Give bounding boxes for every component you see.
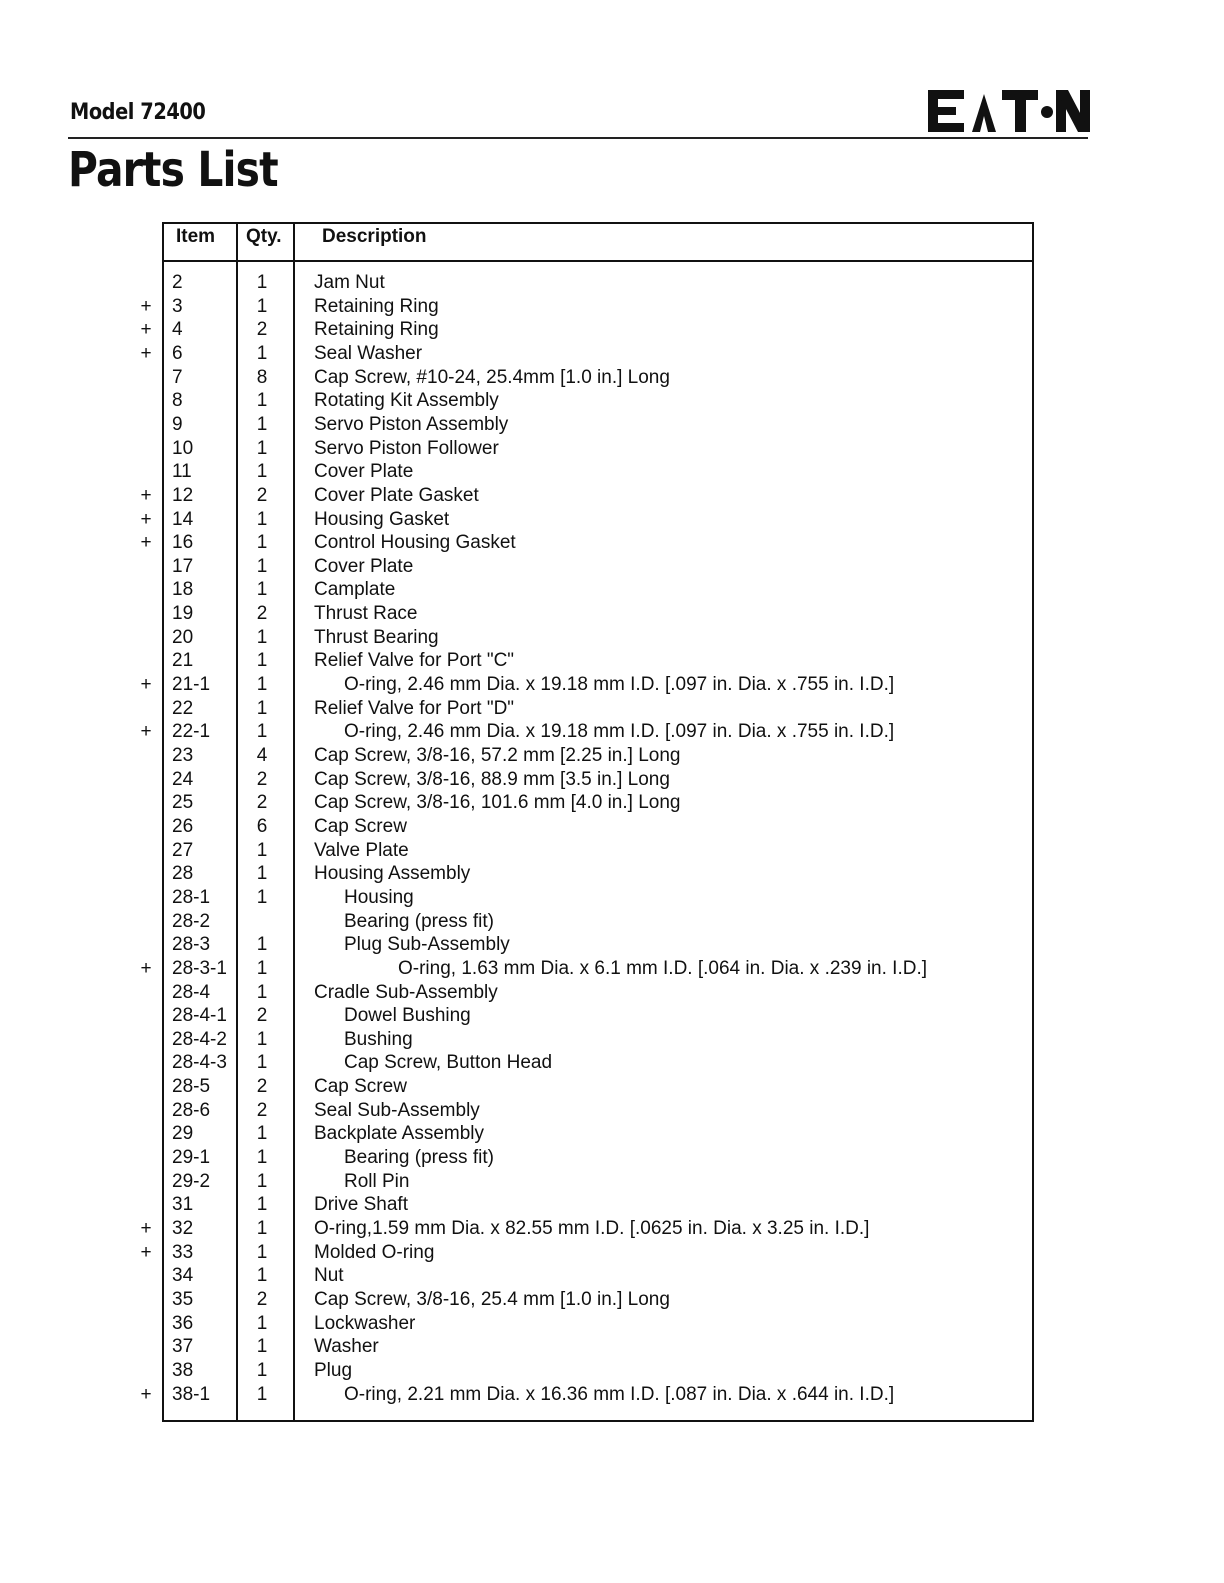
- table-row: [0, 910, 1224, 934]
- quantity: 1: [256, 1265, 268, 1287]
- description: O-ring,1.59 mm Dia. x 82.55 mm I.D. [.0625 in. Dia. x 3.25 in. I.D.]: [314, 1218, 870, 1239]
- quantity: 1: [256, 839, 268, 861]
- quantity: 1: [256, 461, 268, 483]
- item-number: 26: [172, 815, 194, 837]
- table-row: [0, 531, 1224, 555]
- item-number: 28-4: [172, 981, 211, 1003]
- table-row: [0, 1099, 1224, 1123]
- table-row: [0, 957, 1224, 981]
- table-row: [0, 626, 1224, 650]
- item-number: 6: [172, 342, 183, 364]
- table-row: [0, 602, 1224, 626]
- table-row: [0, 578, 1224, 602]
- item-number: 19: [172, 603, 194, 625]
- quantity: 2: [256, 1076, 268, 1098]
- quantity: 1: [256, 697, 268, 719]
- column-header-description: Description: [322, 226, 427, 247]
- item-number: 29-2: [172, 1170, 211, 1192]
- quantity: 2: [256, 1288, 268, 1310]
- table-row: [0, 295, 1224, 319]
- table-row: [0, 1075, 1224, 1099]
- item-number: 17: [172, 555, 194, 577]
- quantity: 2: [256, 768, 268, 790]
- quantity: 8: [256, 366, 268, 388]
- description: Plug: [314, 1359, 353, 1381]
- quantity: 1: [256, 413, 268, 435]
- replacement-mark: +: [140, 295, 152, 317]
- table-row: [0, 1122, 1224, 1146]
- description: Seal Sub-Assembly: [314, 1099, 480, 1121]
- quantity: 1: [256, 674, 268, 696]
- item-number: 31: [172, 1194, 194, 1216]
- item-number: 29: [172, 1123, 194, 1145]
- table-row: [0, 768, 1224, 792]
- description: Cap Screw: [314, 1076, 407, 1098]
- quantity: 1: [256, 863, 268, 885]
- replacement-mark: +: [140, 674, 152, 696]
- item-number: 28-3: [172, 934, 211, 956]
- item-number: 27: [172, 839, 194, 861]
- item-number: 25: [172, 792, 194, 814]
- description: Dowel Bushing: [344, 1005, 471, 1027]
- description: Thrust Bearing: [314, 626, 439, 648]
- description: Cover Plate: [314, 461, 414, 483]
- description: Servo Piston Follower: [314, 437, 499, 459]
- quantity: 1: [256, 390, 268, 412]
- item-number: 32: [172, 1218, 194, 1239]
- item-number: 8: [172, 390, 183, 412]
- description: Bushing: [344, 1028, 413, 1050]
- replacement-mark: +: [140, 484, 152, 506]
- quantity: 2: [256, 484, 268, 506]
- description: Cap Screw, 3/8-16, 101.6 mm [4.0 in.] Long: [314, 792, 681, 814]
- item-number: 28-3-1: [172, 957, 227, 979]
- quantity: 1: [256, 1218, 268, 1239]
- quantity: 1: [256, 1028, 268, 1050]
- quantity: 2: [256, 319, 268, 341]
- description: Bearing (press fit): [344, 910, 494, 932]
- description: Molded O-ring: [314, 1241, 435, 1263]
- quantity: 1: [256, 1170, 268, 1192]
- description: Cap Screw: [314, 815, 407, 837]
- quantity: 1: [256, 650, 268, 672]
- item-number: 37: [172, 1336, 194, 1358]
- description: Cap Screw, Button Head: [344, 1052, 553, 1074]
- replacement-mark: +: [140, 957, 152, 979]
- description: Washer: [314, 1336, 379, 1358]
- replacement-mark: +: [140, 342, 152, 364]
- column-header-item: Item: [176, 226, 216, 247]
- table-row: [0, 555, 1224, 579]
- model-number: Model 72400: [70, 100, 206, 125]
- item-number: 29-1: [172, 1147, 211, 1169]
- description: Housing Gasket: [314, 508, 450, 530]
- description: Retaining Ring: [314, 295, 439, 317]
- replacement-mark: +: [140, 508, 152, 530]
- table-row: [0, 886, 1224, 910]
- table-row: [0, 1359, 1224, 1383]
- quantity: 1: [256, 1312, 268, 1334]
- table-row: [0, 1264, 1224, 1288]
- description: O-ring, 2.21 mm Dia. x 16.36 mm I.D. [.087 in. Dia. x .644 in. I.D.]: [344, 1383, 895, 1405]
- item-number: 28-5: [172, 1076, 211, 1098]
- item-number: 28-4-1: [172, 1005, 227, 1027]
- table-row: [0, 1193, 1224, 1217]
- header-rule: [68, 137, 1088, 139]
- description: Valve Plate: [314, 839, 409, 861]
- quantity: 1: [256, 1052, 268, 1074]
- quantity: 1: [256, 957, 268, 979]
- description: Cap Screw, #10-24, 25.4mm [1.0 in.] Long: [314, 366, 670, 388]
- item-number: 28: [172, 863, 194, 885]
- table-row: [0, 697, 1224, 721]
- table-row: [0, 271, 1224, 295]
- description: Servo Piston Assembly: [314, 413, 509, 435]
- replacement-mark: +: [140, 1218, 152, 1239]
- description: Retaining Ring: [314, 319, 439, 341]
- description: Relief Valve for Port "C": [314, 650, 515, 672]
- table-row: [0, 720, 1224, 744]
- description: O-ring, 2.46 mm Dia. x 19.18 mm I.D. [.097 in. Dia. x .755 in. I.D.]: [344, 721, 895, 743]
- table-row: [0, 673, 1224, 697]
- table-row: [0, 933, 1224, 957]
- description: Cap Screw, 3/8-16, 25.4 mm [1.0 in.] Long: [314, 1288, 670, 1310]
- table-row: [0, 649, 1224, 673]
- quantity: 1: [256, 721, 268, 743]
- table-row: [0, 484, 1224, 508]
- table-row: [0, 1028, 1224, 1052]
- table-row: [0, 413, 1224, 437]
- table-row: [0, 744, 1224, 768]
- description: Lockwasher: [314, 1312, 416, 1334]
- table-row: [0, 1004, 1224, 1028]
- table-row: [0, 318, 1224, 342]
- table-row: [0, 1146, 1224, 1170]
- description: Rotating Kit Assembly: [314, 390, 499, 412]
- item-number: 4: [172, 319, 183, 341]
- description: Cradle Sub-Assembly: [314, 981, 498, 1003]
- quantity: 1: [256, 272, 268, 293]
- item-number: 9: [172, 413, 183, 435]
- item-number: 21: [172, 650, 194, 672]
- item-number: 28-4-2: [172, 1028, 227, 1050]
- description: Thrust Race: [314, 603, 418, 625]
- quantity: 1: [256, 981, 268, 1003]
- table-row: [0, 1288, 1224, 1312]
- item-number: 21-1: [172, 674, 211, 696]
- item-number: 22: [172, 697, 194, 719]
- description: Roll Pin: [344, 1170, 410, 1192]
- description: Jam Nut: [314, 272, 385, 293]
- quantity: 6: [256, 815, 268, 837]
- description: O-ring, 1.63 mm Dia. x 6.1 mm I.D. [.064 in. Dia. x .239 in. I.D.]: [398, 957, 928, 979]
- header-divider: [162, 260, 1034, 262]
- replacement-mark: +: [140, 721, 152, 743]
- description: Plug Sub-Assembly: [344, 934, 510, 956]
- quantity: 2: [256, 1005, 268, 1027]
- replacement-mark: +: [140, 532, 152, 554]
- quantity: 2: [256, 603, 268, 625]
- quantity: 1: [256, 437, 268, 459]
- quantity: 1: [256, 1359, 268, 1381]
- table-row: [0, 1051, 1224, 1075]
- table-row: [0, 1312, 1224, 1336]
- table-row: [0, 508, 1224, 532]
- quantity: 1: [256, 934, 268, 956]
- table-row: [0, 1217, 1224, 1241]
- item-number: 3: [172, 295, 183, 317]
- item-number: 34: [172, 1265, 194, 1287]
- item-number: 28-6: [172, 1099, 211, 1121]
- description: Cover Plate: [314, 555, 414, 577]
- quantity: 1: [256, 555, 268, 577]
- item-number: 28-1: [172, 886, 211, 908]
- quantity: 2: [256, 792, 268, 814]
- description: Cap Screw, 3/8-16, 57.2 mm [2.25 in.] Long: [314, 745, 681, 766]
- description: Control Housing Gasket: [314, 532, 516, 554]
- item-number: 11: [172, 461, 192, 483]
- item-number: 38-1: [172, 1383, 211, 1405]
- description: Cap Screw, 3/8-16, 88.9 mm [3.5 in.] Long: [314, 768, 670, 790]
- item-number: 33: [172, 1241, 194, 1263]
- table-row: [0, 839, 1224, 863]
- quantity: 2: [256, 1099, 268, 1121]
- quantity: 1: [256, 1147, 268, 1169]
- page-title: Parts List: [68, 142, 278, 198]
- description: Housing: [344, 886, 414, 908]
- table-row: [0, 1170, 1224, 1194]
- item-number: 2: [172, 272, 183, 293]
- quantity: 1: [256, 579, 268, 601]
- quantity: 1: [256, 1194, 268, 1216]
- description: O-ring, 2.46 mm Dia. x 19.18 mm I.D. [.097 in. Dia. x .755 in. I.D.]: [344, 674, 895, 696]
- item-number: 7: [172, 366, 183, 388]
- eaton-logo: [928, 86, 1090, 136]
- description: Relief Valve for Port "D": [314, 697, 515, 719]
- description: Seal Washer: [314, 342, 423, 364]
- description: Nut: [314, 1265, 344, 1287]
- table-row: [0, 366, 1224, 390]
- description: Drive Shaft: [314, 1194, 408, 1216]
- table-row: [0, 342, 1224, 366]
- description: Cover Plate Gasket: [314, 484, 479, 506]
- table-row: [0, 1335, 1224, 1359]
- quantity: 1: [256, 886, 268, 908]
- item-number: 18: [172, 579, 194, 601]
- table-row: [0, 791, 1224, 815]
- table-row: [0, 1383, 1224, 1407]
- quantity: 1: [256, 508, 268, 530]
- table-row: [0, 1241, 1224, 1265]
- quantity: 1: [256, 532, 268, 554]
- description: Camplate: [314, 579, 396, 601]
- replacement-mark: +: [140, 1241, 152, 1263]
- item-number: 28-4-3: [172, 1052, 227, 1074]
- quantity: 1: [256, 626, 268, 648]
- table-row: [0, 389, 1224, 413]
- table-row: [0, 981, 1224, 1005]
- column-header-qty: Qty.: [246, 226, 282, 247]
- item-number: 10: [172, 437, 194, 459]
- quantity: 1: [256, 1241, 268, 1263]
- table-row: [0, 437, 1224, 461]
- quantity: 1: [256, 1123, 268, 1145]
- item-number: 20: [172, 626, 194, 648]
- replacement-mark: +: [140, 1383, 152, 1405]
- item-number: 36: [172, 1312, 194, 1334]
- item-number: 14: [172, 508, 194, 530]
- quantity: 1: [256, 342, 268, 364]
- quantity: 1: [256, 295, 268, 317]
- table-row: [0, 815, 1224, 839]
- item-number: 38: [172, 1359, 194, 1381]
- description: Bearing (press fit): [344, 1147, 494, 1169]
- item-number: 35: [172, 1288, 194, 1310]
- description: Housing Assembly: [314, 863, 471, 885]
- quantity: 1: [256, 1336, 268, 1358]
- replacement-mark: +: [140, 319, 152, 341]
- item-number: 24: [172, 768, 194, 790]
- table-row: [0, 862, 1224, 886]
- item-number: 28-2: [172, 910, 211, 932]
- quantity: 1: [256, 1383, 268, 1405]
- table-row: [0, 460, 1224, 484]
- item-number: 12: [172, 484, 194, 506]
- quantity: 4: [256, 745, 268, 766]
- item-number: 23: [172, 745, 194, 766]
- item-number: 16: [172, 532, 194, 554]
- description: Backplate Assembly: [314, 1123, 485, 1145]
- item-number: 22-1: [172, 721, 211, 743]
